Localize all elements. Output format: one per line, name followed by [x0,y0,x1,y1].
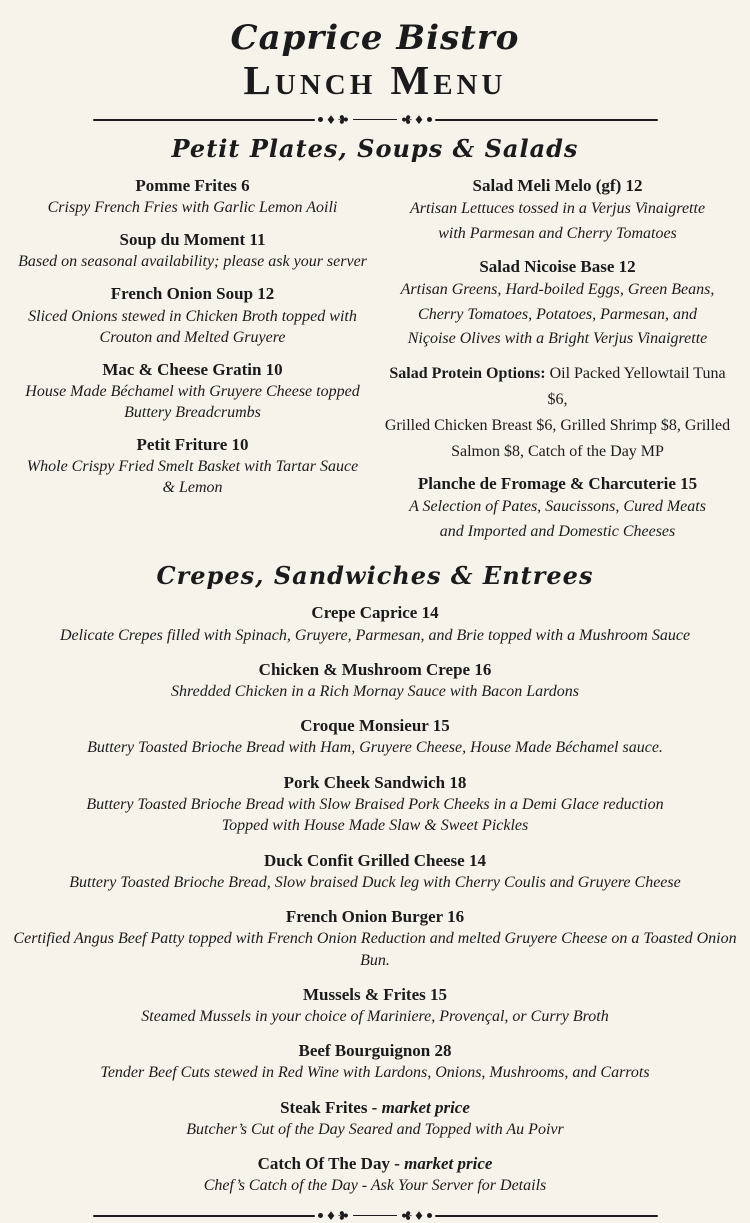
menu-item [8,1153,742,1197]
item-description-line: Based on seasonal availability; please ask your server [18,253,367,271]
menu-item [381,473,734,545]
protein-note-text: Oil Packed Yellowtail Tuna $6, [547,365,726,409]
leaf-icon: ♣ [334,1210,350,1222]
item-name: Planche de Fromage & Charcuterie 15 [417,473,698,493]
item-description-line: Artisan Greens, Hard-boiled Eggs, Green Beans, [400,280,715,298]
petit-plates-left-column [16,175,369,553]
dot-icon [427,117,432,122]
menu-item [8,1040,742,1084]
item-name [8,1097,742,1119]
item-name: Soup du Moment 11 [119,230,266,250]
menu-item [381,256,734,352]
leaf-icon: ♣ [400,1210,416,1222]
menu-item [16,175,369,218]
section-heading-petit-plates: Petit Plates, Soups & Salads [171,134,579,163]
menu-item [8,602,742,646]
menu-item [8,659,742,703]
item-name: Croque Monsieur 15 [300,716,450,736]
item-description-line: Shredded Chicken in a Rich Mornay Sauce with Bacon Lardons [170,682,580,700]
menu-item [8,850,742,894]
menu-item [8,772,742,838]
item-name [8,1153,742,1175]
diamond-icon: ♦ [413,112,425,127]
item-description-line: Artisan Lettuces tossed in a Verjus Vinaigrette [409,200,706,218]
item-description-line: Tender Beef Cuts stewed in Red Wine with Lardons, Onions, Mushrooms, and Carrots [100,1064,650,1082]
item-name: Duck Confit Grilled Cheese 14 [264,850,486,870]
ornamental-divider-bottom [93,1209,658,1222]
petit-plates-grid [0,175,750,553]
item-description-line: Certified Angus Beef Patty topped with French Onion Reduction and melted Gruyere Cheese on a Toasted Onion Bun. [13,930,737,969]
item-description-line: & Lemon [162,479,223,497]
item-description-line: Delicate Crepes filled with Spinach, Gruyere, Parmesan, and Brie topped with a Mushroom Sauce [59,626,691,644]
protein-note-line [381,361,734,413]
item-description-line: Buttery Toasted Brioche Bread with Ham, Gruyere Cheese, House Made Béchamel sauce. [87,739,663,757]
item-description-line: Sliced Onions stewed in Chicken Broth topped with [28,307,357,325]
item-name: Pomme Frites 6 [135,176,250,195]
divider-rule [435,119,657,121]
diamond-icon: ♦ [413,1208,425,1223]
protein-note-line: Salmon $8, Catch of the Day MP [451,442,664,460]
item-name: Crepe Caprice 14 [311,603,439,623]
divider-rule [93,119,315,121]
dot-icon [318,1213,323,1218]
item-description-line: Niçoise Olives with a Bright Verjus Vinaigrette [407,330,708,348]
ornamental-divider-top [93,113,658,126]
entrees-section [0,602,750,1196]
item-description-line: Chef’s Catch of the Day - Ask Your Server for Details [203,1177,547,1195]
item-description-line: Buttery Toasted Brioche Bread, Slow braised Duck leg with Cherry Coulis and Gruyere Cheese [69,873,681,891]
item-description-line: Topped with House Made Slaw & Sweet Pickles [221,817,529,835]
diamond-icon: ♦ [325,112,337,127]
item-name-text: Steak Frites - [280,1097,382,1117]
item-description-line: Steamed Mussels in your choice of Mariniere, Provençal, or Curry Broth [141,1008,609,1026]
menu-item [8,715,742,759]
menu-item [8,906,742,972]
item-description-line: Cherry Tomatoes, Potatoes, Parmesan, and [418,305,697,323]
dot-icon [318,117,323,122]
section-heading-entrees: Crepes, Sandwiches & Entrees [156,561,594,591]
menu-item [16,229,369,272]
salad-protein-options-note [381,361,734,465]
menu-title: Lunch Menu [243,57,507,103]
item-description-line: Buttery Breadcrumbs [124,403,261,421]
diamond-icon: ♦ [325,1208,337,1223]
menu-item [16,283,369,347]
item-description-line: A Selection of Pates, Saucissons, Cured Meats [409,497,706,515]
item-name: Chicken & Mushroom Crepe 16 [258,659,492,679]
petit-plates-right-column [381,175,734,553]
item-name: Petit Friture 10 [136,435,249,455]
item-description-line: Buttery Toasted Brioche Bread with Slow Braised Pork Cheeks in a Demi Glace reduction [86,795,664,813]
item-description-line: House Made Béchamel with Gruyere Cheese topped [25,382,360,400]
item-description-line: Butcher’s Cut of the Day Seared and Topped with Au Poivr [186,1120,564,1138]
menu-item [16,359,369,423]
protein-note-lead: Salad Protein Options: [389,365,546,383]
item-name: Pork Cheek Sandwich 18 [283,772,467,792]
divider-rule [353,1215,397,1216]
item-name: French Onion Burger 16 [285,906,465,926]
item-description-line: Whole Crispy Fried Smelt Basket with Tartar Sauce [26,458,359,476]
item-name: Beef Bourguignon 28 [298,1041,452,1061]
market-price-label: market price [404,1154,493,1174]
item-name: Mussels & Frites 15 [302,985,447,1005]
item-description-line: Crispy French Fries with Garlic Lemon Aoili [47,199,338,217]
item-description-line: Crouton and Melted Gruyere [99,328,286,346]
divider-rule [435,1215,657,1217]
item-description-line: with Parmesan and Cherry Tomatoes [438,224,677,242]
item-name-text: Catch Of The Day - [257,1154,405,1174]
item-name: Salad Nicoise Base 12 [479,256,636,276]
item-name: Salad Meli Melo (gf) 12 [472,176,643,195]
item-description-line: and Imported and Domestic Cheeses [439,522,676,540]
protein-note-line: Grilled Chicken Breast $6, Grilled Shrimp $8, Grilled [384,416,731,434]
menu-item [8,984,742,1028]
divider-rule [93,1215,315,1217]
menu-item [8,1097,742,1141]
dot-icon [427,1213,432,1218]
menu-item [381,175,734,247]
item-name: French Onion Soup 12 [110,284,275,304]
leaf-icon: ♣ [400,113,416,126]
divider-rule [353,119,397,120]
leaf-icon: ♣ [334,113,350,126]
item-name: Mac & Cheese Gratin 10 [102,359,283,379]
restaurant-name: Caprice Bistro [230,18,520,58]
menu-item [16,434,369,498]
market-price-label: market price [381,1097,470,1117]
